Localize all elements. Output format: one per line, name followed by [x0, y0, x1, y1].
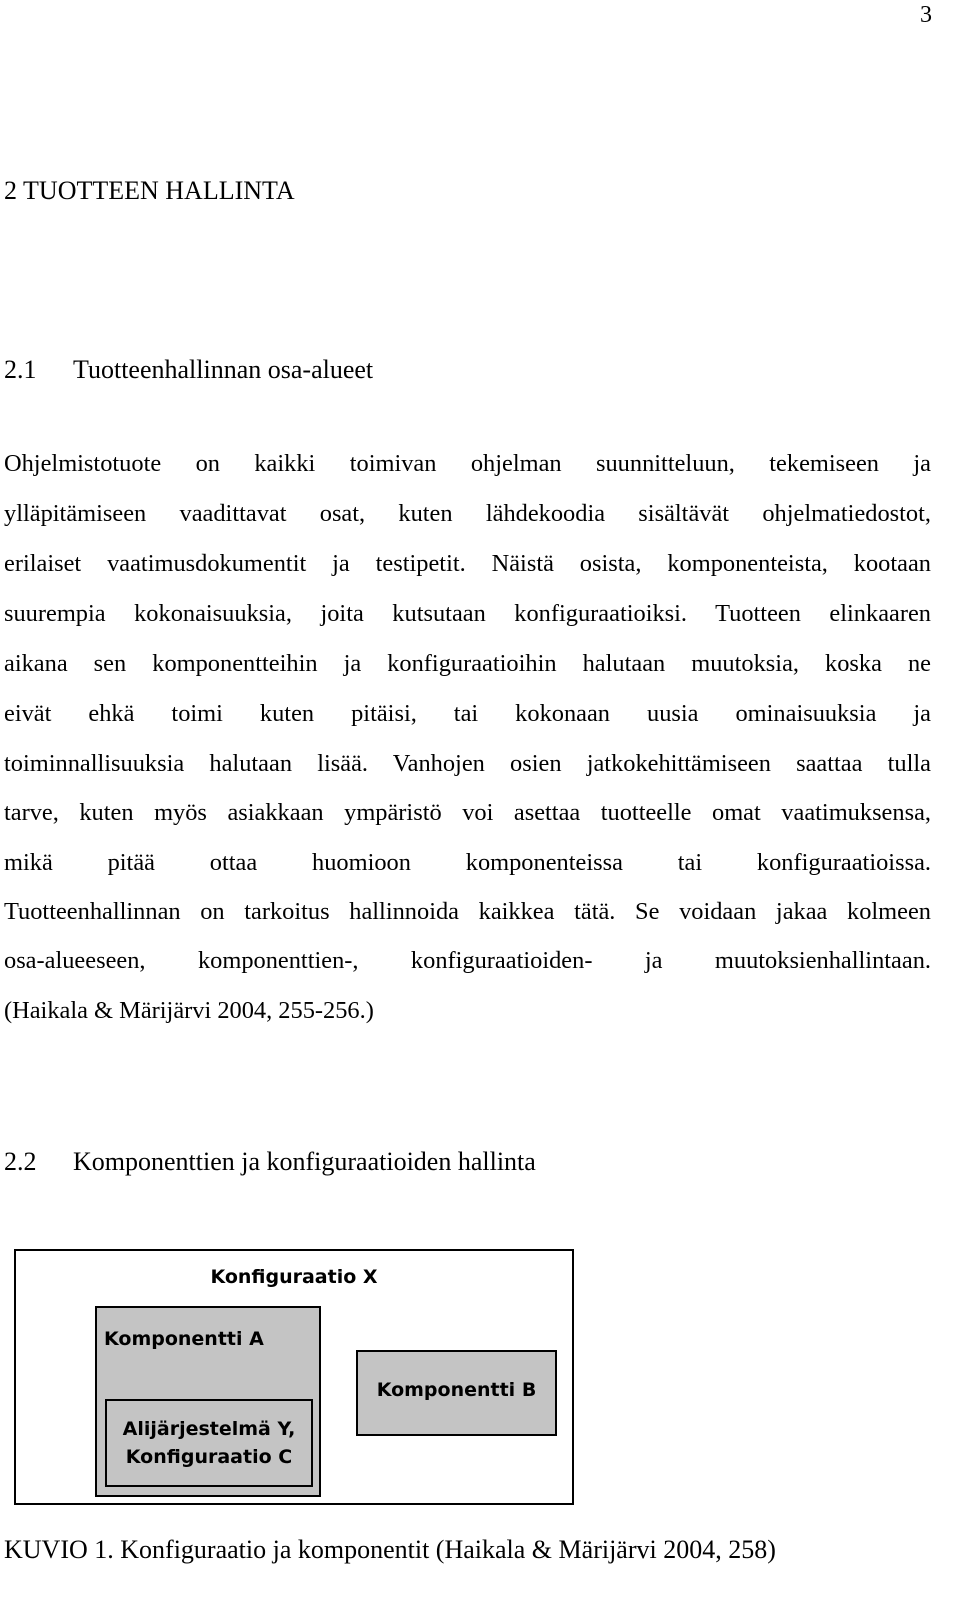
paragraph-line: erilaiset vaatimusdokumentit ja testipetit. Näistä osista, komponenteista, kootaan [4, 550, 931, 577]
paragraph-line: tarve, kuten myös asiakkaan ympäristö voi asettaa tuotteelle omat vaatimuksensa, [4, 799, 931, 826]
paragraph-line: ylläpitämiseen vaadittavat osat, kuten lähdekoodia sisältävät ohjelmatiedostot, [4, 500, 931, 527]
subsystem-y-box [105, 1399, 313, 1487]
figure-configuration-diagram [14, 1249, 574, 1505]
section-number: 2.1 [4, 355, 37, 384]
section-number: 2.2 [4, 1147, 37, 1176]
section-heading-2-1 [4, 355, 373, 385]
figure-title: Konfiguraatio X [210, 1266, 378, 1288]
component-a-label: Komponentti A [104, 1328, 264, 1350]
paragraph-line: (Haikala & Märijärvi 2004, 255-256.) [4, 997, 374, 1024]
subsystem-label-line1: Alijärjestelmä Y, [122, 1418, 296, 1440]
paragraph-line: Tuotteenhallinnan on tarkoitus hallinnoida kaikkea tätä. Se voidaan jakaa kolmeen [4, 898, 931, 925]
subsystem-label [107, 1415, 311, 1471]
section-heading-2-2 [4, 1147, 536, 1177]
paragraph-line: eivät ehkä toimi kuten pitäisi, tai kokonaan uusia ominaisuuksia ja [4, 700, 931, 727]
chapter-heading: 2 TUOTTEEN HALLINTA [4, 176, 295, 205]
paragraph-line: suurempia kokonaisuuksia, joita kutsutaan konfiguraatioiksi. Tuotteen elinkaaren [4, 600, 931, 627]
page-number: 3 [920, 2, 932, 28]
subsystem-label-line2: Konfiguraatio C [125, 1446, 293, 1468]
paragraph-line: toiminnallisuuksia halutaan lisää. Vanhojen osien jatkokehittämiseen saattaa tulla [4, 750, 931, 777]
section-title: Komponenttien ja konfiguraatioiden hallinta [73, 1147, 536, 1176]
paragraph-line: mikä pitää ottaa huomioon komponenteissa tai konfiguraatioissa. [4, 849, 931, 876]
component-a-box [95, 1306, 321, 1497]
paragraph-line: aikana sen komponentteihin ja konfiguraatioihin halutaan muutoksia, koska ne [4, 650, 931, 677]
figure-caption: KUVIO 1. Konfiguraatio ja komponentit (Haikala & Märijärvi 2004, 258) [4, 1535, 776, 1564]
component-b-box [356, 1350, 557, 1436]
component-b-label: Komponentti B [376, 1379, 537, 1401]
section-title: Tuotteenhallinnan osa-alueet [73, 355, 374, 384]
paragraph-line: osa-alueeseen, komponenttien-, konfiguraatioiden- ja muutoksienhallintaan. [4, 947, 931, 974]
paragraph-line: Ohjelmistotuote on kaikki toimivan ohjelman suunnitteluun, tekemiseen ja [4, 450, 931, 477]
